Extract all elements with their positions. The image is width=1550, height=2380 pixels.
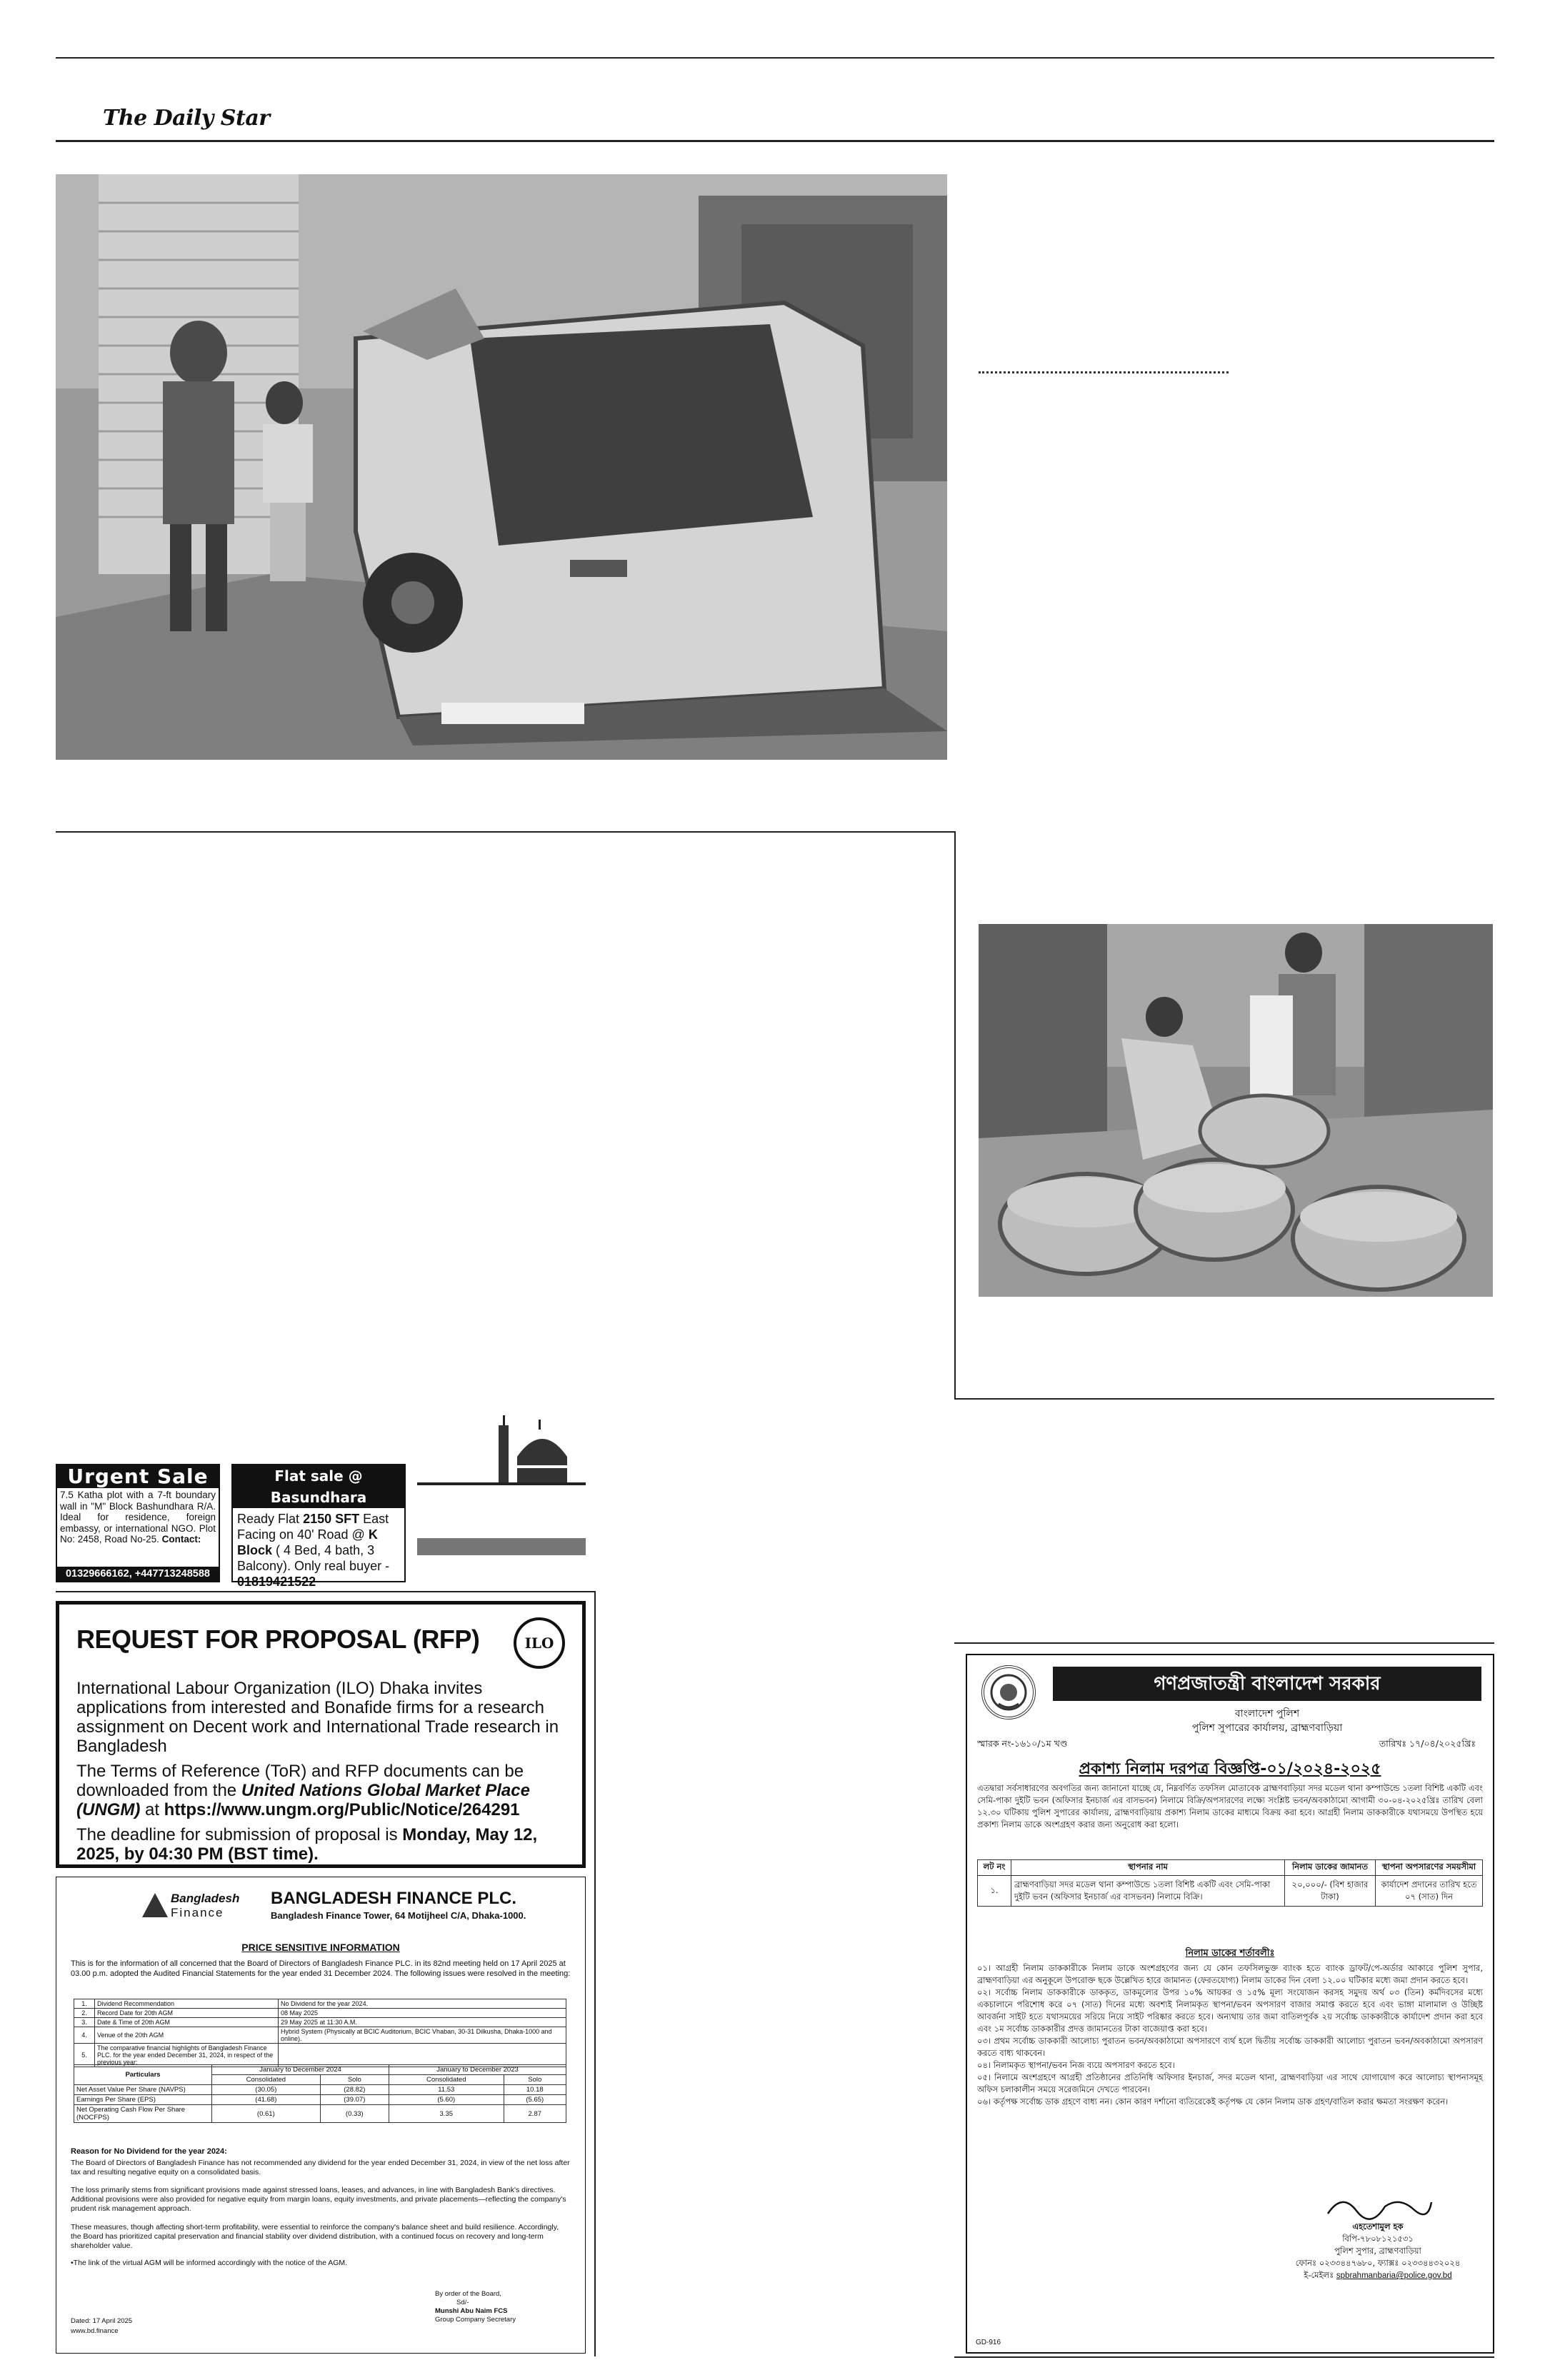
- bfp-item-row: [74, 2009, 566, 2018]
- govt-title: গণপ্রজাতন্ত্রী বাংলাদেশ সরকার: [1154, 1673, 1381, 1694]
- rfp-right-rule: [594, 1591, 596, 2356]
- govt-emblem: [981, 1665, 1036, 1719]
- bfp-item-no: 1.: [74, 1999, 95, 2009]
- bfp-fin-cell-s24: (28.82): [320, 2085, 389, 2095]
- flat-sale-block: K Block: [237, 1527, 378, 1557]
- govt-term-item: ০৪। নিলামকৃত স্থাপনা/ভবন নিজ ব্যয়ে অপসারণ করতে হবে।: [977, 2060, 1175, 2070]
- urgent-sale-phone: 01329666162, +447713248588: [57, 1567, 219, 1581]
- bfp-item-no: 2.: [74, 2009, 95, 2018]
- sidebar-dotted-rule: [979, 371, 1229, 373]
- bfp-sign-order: By order of the Board,: [435, 2290, 501, 2298]
- govt-header-bar: [1053, 1667, 1481, 1701]
- bfp-notice: [56, 1877, 586, 2354]
- rfp-ungm-name: United Nations Global Market Place (UNGM): [76, 1781, 530, 1819]
- govt-signer: এহতেশামুল হক: [1352, 2221, 1404, 2231]
- signature-icon: [1321, 2192, 1435, 2221]
- bfp-logo-line1: Bangladesh: [171, 1892, 240, 1905]
- govt-td-deadline: কার্যাদেশ প্রদানের তারিখ হতে ০৭ (সাত) দিন: [1376, 1876, 1483, 1907]
- bfp-fin-cell-s23: 2.87: [504, 2105, 566, 2123]
- govt-table: [977, 1859, 1483, 1907]
- govt-signature: [1274, 2192, 1481, 2282]
- mosque-graphic: [417, 1414, 586, 1485]
- fin-header-consolidated-2023: Consolidated: [389, 2075, 504, 2085]
- govt-th-name: স্থাপনার নাম: [1011, 1860, 1285, 1876]
- urgent-sale-heading: Urgent Sale: [57, 1465, 219, 1488]
- govt-signer-title: পুলিশ সুপার, ব্রাহ্মণবাড়িয়া: [1334, 2246, 1421, 2256]
- bfp-item-label: Venue of the 20th AGM: [95, 2027, 279, 2044]
- damaged-truck-image: [56, 174, 947, 760]
- bfp-fin-cell-s24: (0.33): [320, 2105, 389, 2123]
- bfp-fin-cell-label: Net Asset Value Per Share (NAVPS): [74, 2085, 212, 2095]
- govt-notice-title: প্রকাশ্য নিলাম দরপত্র বিজ্ঞপ্তি-০১/২০২৪-২০২৫: [1079, 1760, 1381, 1778]
- govt-email[interactable]: spbrahmanbaria@police.gov.bd: [1336, 2271, 1452, 2280]
- rfp-ungm-link[interactable]: https://www.ungm.org/Public/Notice/264291: [164, 1800, 520, 1819]
- bfp-address: Bangladesh Finance Tower, 64 Motijheel C/A, Dhaka-1000.: [271, 1910, 526, 1921]
- bfp-fin-cell-c23: (5.60): [389, 2095, 504, 2105]
- govt-date: তারিখঃ ১৭/০৪/২০২৫খ্রিঃ: [1379, 1738, 1476, 1749]
- govt-signer-id: বিপি-৭৮০৮১২১৫৩১: [1342, 2234, 1414, 2244]
- bfp-item-no: 4.: [74, 2027, 95, 2044]
- bfp-item-no: 3.: [74, 2018, 95, 2027]
- story-top-rule: [56, 831, 956, 833]
- signature-scribble: [1274, 2192, 1481, 2221]
- bfp-reason-title: Reason for No Dividend for the year 2024:: [71, 2147, 227, 2156]
- flat-sale-line2: East Facing on 40' Road @: [237, 1512, 389, 1542]
- bfp-sign-name: Munshi Abu Naim FCS: [435, 2307, 508, 2315]
- govt-td-deposit: ২০,০০০/- (বিশ হাজার টাকা): [1285, 1876, 1376, 1907]
- bfp-company: BANGLADESH FINANCE PLC.: [271, 1889, 517, 1908]
- ilo-logo: [514, 1617, 565, 1669]
- grey-bar: [417, 1538, 586, 1555]
- bfp-item-row: [74, 1999, 566, 2009]
- bfp-fin-table: [74, 2064, 566, 2123]
- bfp-fin-row: [74, 2095, 566, 2105]
- bfp-item-row: [74, 2044, 566, 2067]
- flat-sale-line1: Ready Flat: [237, 1512, 300, 1526]
- bfp-logo-mark: [142, 1893, 168, 1917]
- bfp-item-label: Date & Time of 20th AGM: [95, 2018, 279, 2027]
- fin-header-particulars: Particulars: [74, 2065, 212, 2085]
- govt-term-item: ০৫। নিলামে অংশগ্রহণে আগ্রহী প্রতিষ্ঠানের প্রতিনিধি অফিসার ইনচার্জ, সদর মডেল থানা, ব্রাহ্মণবাড়িয়া এর সাথে যোগাযোগ করে আলোচ্য স্থাপনাসমূহ অফিস চলাকালীন সময়ে সরেজমিনে দেখতে পারবেন।: [977, 2072, 1483, 2094]
- mosque-icon: [417, 1414, 586, 1485]
- bfp-sign-title: Group Company Secretary: [435, 2316, 516, 2324]
- govt-memo: স্মারক নং-১৬১০/১ম খণ্ড: [977, 1738, 1068, 1749]
- bfp-fin-cell-label: Earnings Per Share (EPS): [74, 2095, 212, 2105]
- fin-header-2023: January to December 2023: [389, 2065, 566, 2075]
- govt-sub2: পুলিশ সুপারের কার্যালয়, ব্রাহ্মণবাড়িয়া: [1191, 1722, 1343, 1734]
- top-rule: [56, 57, 1494, 59]
- story-bottom-rule: [954, 1398, 1494, 1400]
- rfp-ad: [56, 1601, 586, 1868]
- govt-td-name: ব্রাহ্মণবাড়িয়া সদর মডেল থানা কম্পাউন্ডে ১তলা বিশিষ্ট একটি এবং সেমি-পাকা দুইটি ভবন (অফিসার ইনচার্জ এর বাসভবন) নিলামে বিক্রি।: [1011, 1876, 1285, 1907]
- govt-terms: [977, 1962, 1483, 2108]
- bfp-signature: [435, 2290, 578, 2324]
- bfp-items-table: [74, 1999, 566, 2067]
- govt-sub1: বাংলাদেশ পুলিশ: [1234, 1708, 1300, 1719]
- govt-phone: ফোনঃ ০২৩৩৪৪৭৬৮০, ফ্যাক্সঃ ০২৩৩৪৪৩২০২৪: [1295, 2258, 1461, 2268]
- bfp-fin-cell-c24: (30.05): [212, 2085, 321, 2095]
- bfp-item-no: 5.: [74, 2044, 95, 2067]
- bfp-intro: This is for the information of all concerned that the Board of Directors of Bangladesh Finance PLC. in its 82nd meeting held on 17 April 2025 at 03.00 p.m. adopted the Audited Financial Statements for the year ended 31 December 2024. The following issues were resolved in the meeting:: [71, 1959, 571, 1978]
- rfp-para3: [76, 1825, 568, 1864]
- bfp-website[interactable]: www.bd.finance: [71, 2327, 119, 2335]
- bfp-fin-cell-c23: 11.53: [389, 2085, 504, 2095]
- flat-sale-line3: ( 4 Bed, 4 bath, 3 Balcony). Only real buyer -: [237, 1543, 390, 1573]
- bfp-fin-cell-label: Net Operating Cash Flow Per Share (NOCFPS): [74, 2105, 212, 2123]
- vendor-photo: [979, 924, 1493, 1297]
- urgent-sale-body: [57, 1488, 219, 1545]
- bfp-reason2: The loss primarily stems from significant provisions made against stressed loans, leases, and advances, in line with Bangladesh Bank's directives. Additional provisions were also provided for negative equity from margin loans, equity investments, and private placements—reflecting the company's prudent risk management approach.: [71, 2186, 566, 2213]
- bfp-item-label: The comparative financial highlights of Bangladesh Finance PLC. for the year ended December 31, 2024, in respect of the previous year:: [95, 2044, 279, 2067]
- fin-header-solo-2024: Solo: [320, 2075, 389, 2085]
- bfp-section-title: PRICE SENSITIVE INFORMATION: [241, 1942, 400, 1953]
- bfp-logo: [142, 1887, 249, 1924]
- main-photo: [56, 174, 947, 760]
- flat-sale-size: 2150 SFT: [303, 1512, 360, 1526]
- rfp-para2-text: The Terms of Reference (ToR) and RFP documents can be downloaded from the: [76, 1762, 524, 1800]
- bfp-sign-sd: Sd/-: [456, 2299, 469, 2306]
- govt-term-item: ০৬। কর্তৃপক্ষ সর্বোচ্চ ডাক গ্রহণে বাধ্য নন। কোন কারণ দর্শানো ব্যতিরেকেই কর্তৃপক্ষ যে কোন নিলাম ডাক গ্রহণ/বাতিল করার ক্ষমতা সংরক্ষণ করেন।: [977, 2097, 1449, 2107]
- bfp-fin-cell-c24: (0.61): [212, 2105, 321, 2123]
- fin-header-solo-2023: Solo: [504, 2075, 566, 2085]
- govt-term-item: ০১। আগ্রহী নিলাম ডাককারীকে নিলাম ডাকে অংশগ্রহণের জন্য যে কোন তফসিলভুক্ত ব্যাংক হতে ব্যাংক ড্রাফট/পে-অর্ডার আকারে পুলিশ সুপার, ব্রাহ্মণবাড়িয়া এর অনুকূলে উপরোক্ত ছকে উল্লেখিত হারে জামানত (ফেরতযোগ্য) নিলাম ডাকের দিন বেলা ১২.০০ ঘটিকার মধ্যে জমা প্রদান করতে হবে।: [977, 1963, 1483, 1985]
- govt-auction-notice: [966, 1654, 1494, 2354]
- bfp-reason1: The Board of Directors of Bangladesh Finance has not recommended any dividend for the year ended December 31, 2024, in view of the net loss after tax and resulting negative equity on a consolidated basis.: [71, 2159, 570, 2176]
- rfp-para1: International Labour Organization (ILO) Dhaka invites applications from interested and Bonafide firms for a research assignment on Decent work and International Trade research in Bangladesh: [76, 1679, 559, 1756]
- fin-header-consolidated-2024: Consolidated: [212, 2075, 321, 2085]
- bfp-item-value: [279, 2044, 566, 2067]
- bfp-dated: Dated: 17 April 2025: [71, 2317, 133, 2325]
- bfp-item-row: [74, 2018, 566, 2027]
- bfp-fin-row: [74, 2105, 566, 2123]
- flat-sale-body: [233, 1508, 404, 1590]
- flat-sale-phone: 01819421522: [237, 1575, 316, 1589]
- govt-email-label: ই-মেইলঃ: [1304, 2270, 1334, 2280]
- bfp-reason3: These measures, though affecting short-term profitability, were essential to reinforce the company's balance sheet and build resilience. Accordingly, the Board has prioritized capital preservation and financial stability over dividend distribution, with a continued focus on recovery and long-term shareholder value.: [71, 2223, 559, 2250]
- bfp-item-value: Hybrid System (Physically at BCIC Auditorium, BCIC Vhaban, 30-31 Dilkusha, Dhaka-1000 and online).: [279, 2027, 566, 2044]
- rfp-deadline: Monday, May 12, 2025, by 04:30 PM (BST time).: [76, 1825, 538, 1864]
- bfp-logo-line2: Finance: [171, 1906, 224, 1919]
- urgent-sale-text: 7.5 Katha plot with a 7-ft boundary wall in "M" Block Bashundhara R/A. Ideal for residence, foreign embassy, or international NGO. Plot No: 2458, Road No-25.: [60, 1490, 216, 1545]
- police-emblem-icon: [984, 1668, 1033, 1717]
- bfp-note: •The link of the virtual AGM will be informed accordingly with the notice of the AGM.: [71, 2259, 348, 2267]
- urgent-sale-contact-label: Contact:: [161, 1534, 201, 1545]
- masthead-rule: [56, 140, 1494, 142]
- flat-sale-ad: [231, 1464, 406, 1589]
- bfp-item-value: 29 May 2025 at 11:30 A.M.: [279, 2018, 566, 2027]
- bfp-item-row: [74, 2027, 566, 2044]
- govt-code: GD-916: [976, 2339, 1001, 2346]
- govt-td-lot: ১.: [978, 1876, 1011, 1907]
- bfp-item-label: Record Date for 20th AGM: [95, 2009, 279, 2018]
- fin-header-2024: January to December 2024: [212, 2065, 389, 2075]
- bfp-item-value: 08 May 2025: [279, 2009, 566, 2018]
- govt-th-deadline: স্থাপনা অপসারণের সময়সীমা: [1376, 1860, 1483, 1876]
- urgent-sale-ad: [56, 1464, 220, 1582]
- rfp-deadline-text: The deadline for submission of proposal is: [76, 1825, 398, 1844]
- bfp-item-label: Dividend Recommendation: [95, 1999, 279, 2009]
- govt-term-item: ০২। সর্বোচ্চ নিলাম ডাককারীকে ডাককৃত, ডাকমূল্যের উপর ১০% আয়কর ও ১৫% মূল্য সংযোজন করসহ সমুদয় অর্থ ০৩ (তিন) কর্মদিবসের মধ্যে একচালানে পরিশোধ করে ০৭ (সাত) দিনের মধ্যে অবশ্যই নিলামকৃত স্থাপনা/ভবন অপসারণ বাজার সমাপ্ত করতে হবে এবং ভাঙ্গা মালামাল ও উচ্ছিষ্ট আবর্জনা সাইট হতে যথাসময়ের সরিয়ে নিয়ে সাইট পরিষ্কার করতে হবে। অন্যথায় তার জমা বাতিলপূর্বক ২য় সর্বোচ্চ ডাককারীকে কার্যাদেশ প্রদান করা হবে এবং ১ম সর্বোচ্চ ডাককারীর প্রদত্ত জামানতের টাকা বাজেয়াপ্ত করা হবে।: [977, 1987, 1483, 2034]
- rfp-title: REQUEST FOR PROPOSAL (RFP): [76, 1625, 480, 1654]
- rfp-para2: [76, 1762, 568, 1819]
- govt-th-lot: লট নং: [978, 1860, 1011, 1876]
- ilo-logo-text: ILO: [524, 1635, 554, 1652]
- bfp-fin-cell-s23: (5.65): [504, 2095, 566, 2105]
- rfp-top-rule: [56, 1591, 596, 1592]
- govt-th-deposit: নিলাম ডাকের জামানত: [1285, 1860, 1376, 1876]
- bfp-fin-cell-c23: 3.35: [389, 2105, 504, 2123]
- bfp-fin-cell-c24: (41.68): [212, 2095, 321, 2105]
- bfp-item-value: No Dividend for the year 2024.: [279, 1999, 566, 2009]
- govt-email-line: [1274, 2269, 1481, 2282]
- govt-top-rule: [954, 1642, 1494, 1644]
- story-divider: [954, 831, 956, 1400]
- tomato-vendors-image: [979, 924, 1493, 1297]
- rfp-para2-at: at: [144, 1800, 159, 1819]
- govt-terms-title: নিলাম ডাকের শর্তাবলীঃ: [1185, 1948, 1275, 1959]
- bottom-rule: [954, 2356, 1494, 2358]
- flat-sale-heading: Flat sale @ Basundhara: [233, 1465, 404, 1508]
- bfp-fin-row: [74, 2085, 566, 2095]
- govt-intro: এতদ্বারা সর্বসাধারণের অবগতির জন্য জানানো যাচ্ছে যে, নিম্নবর্ণিত তফসিল মোতাবেক ব্রাহ্মণবাড়িয়া সদর মডেল থানা কম্পাউন্ডে ১তলা বিশিষ্ট একটি এবং সেমি-পাকা দুইটি ভবন (অফিসার ইনচার্জ এর বাসভবন) নিলামে বিক্রি/অপসারণের লক্ষ্যে সংশ্লিষ্ট ভবন/অবকাঠামো আগামী ৩০-০৪-২০২৫খ্রিঃ তারিখ বেলা ১২.৩০ ঘটিকায় পুলিশ সুপারের কার্যালয়, ব্রাহ্মণবাড়িয়ায় প্রকাশ্য নিলাম ডাকের মাধ্যমে বিক্রয় করা হবে। আগ্রহী নিলাম ডাককারীকে যথাসময়ে উপস্থিত হয়ে প্রকাশ্য নিলাম ডাকে অংশগ্রহণ করার জন্য অনুরোধ করা হলো।: [977, 1783, 1483, 1829]
- bfp-fin-cell-s24: (39.07): [320, 2095, 389, 2105]
- bfp-fin-cell-s23: 10.18: [504, 2085, 566, 2095]
- govt-term-item: ০৩। প্রথম সর্বোচ্চ ডাককারী আলোচ্য পুরাতন ভবন/অবকাঠামো অপসারণে ব্যর্থ হলে দ্বিতীয় সর্বোচ্চ ডাককারী আলোচ্য পুরাতন ভবন/অবকাঠামো অপসারণ করতে বাধ্য থাকবেন।: [977, 2036, 1483, 2058]
- masthead-logo: The Daily Star: [103, 106, 270, 131]
